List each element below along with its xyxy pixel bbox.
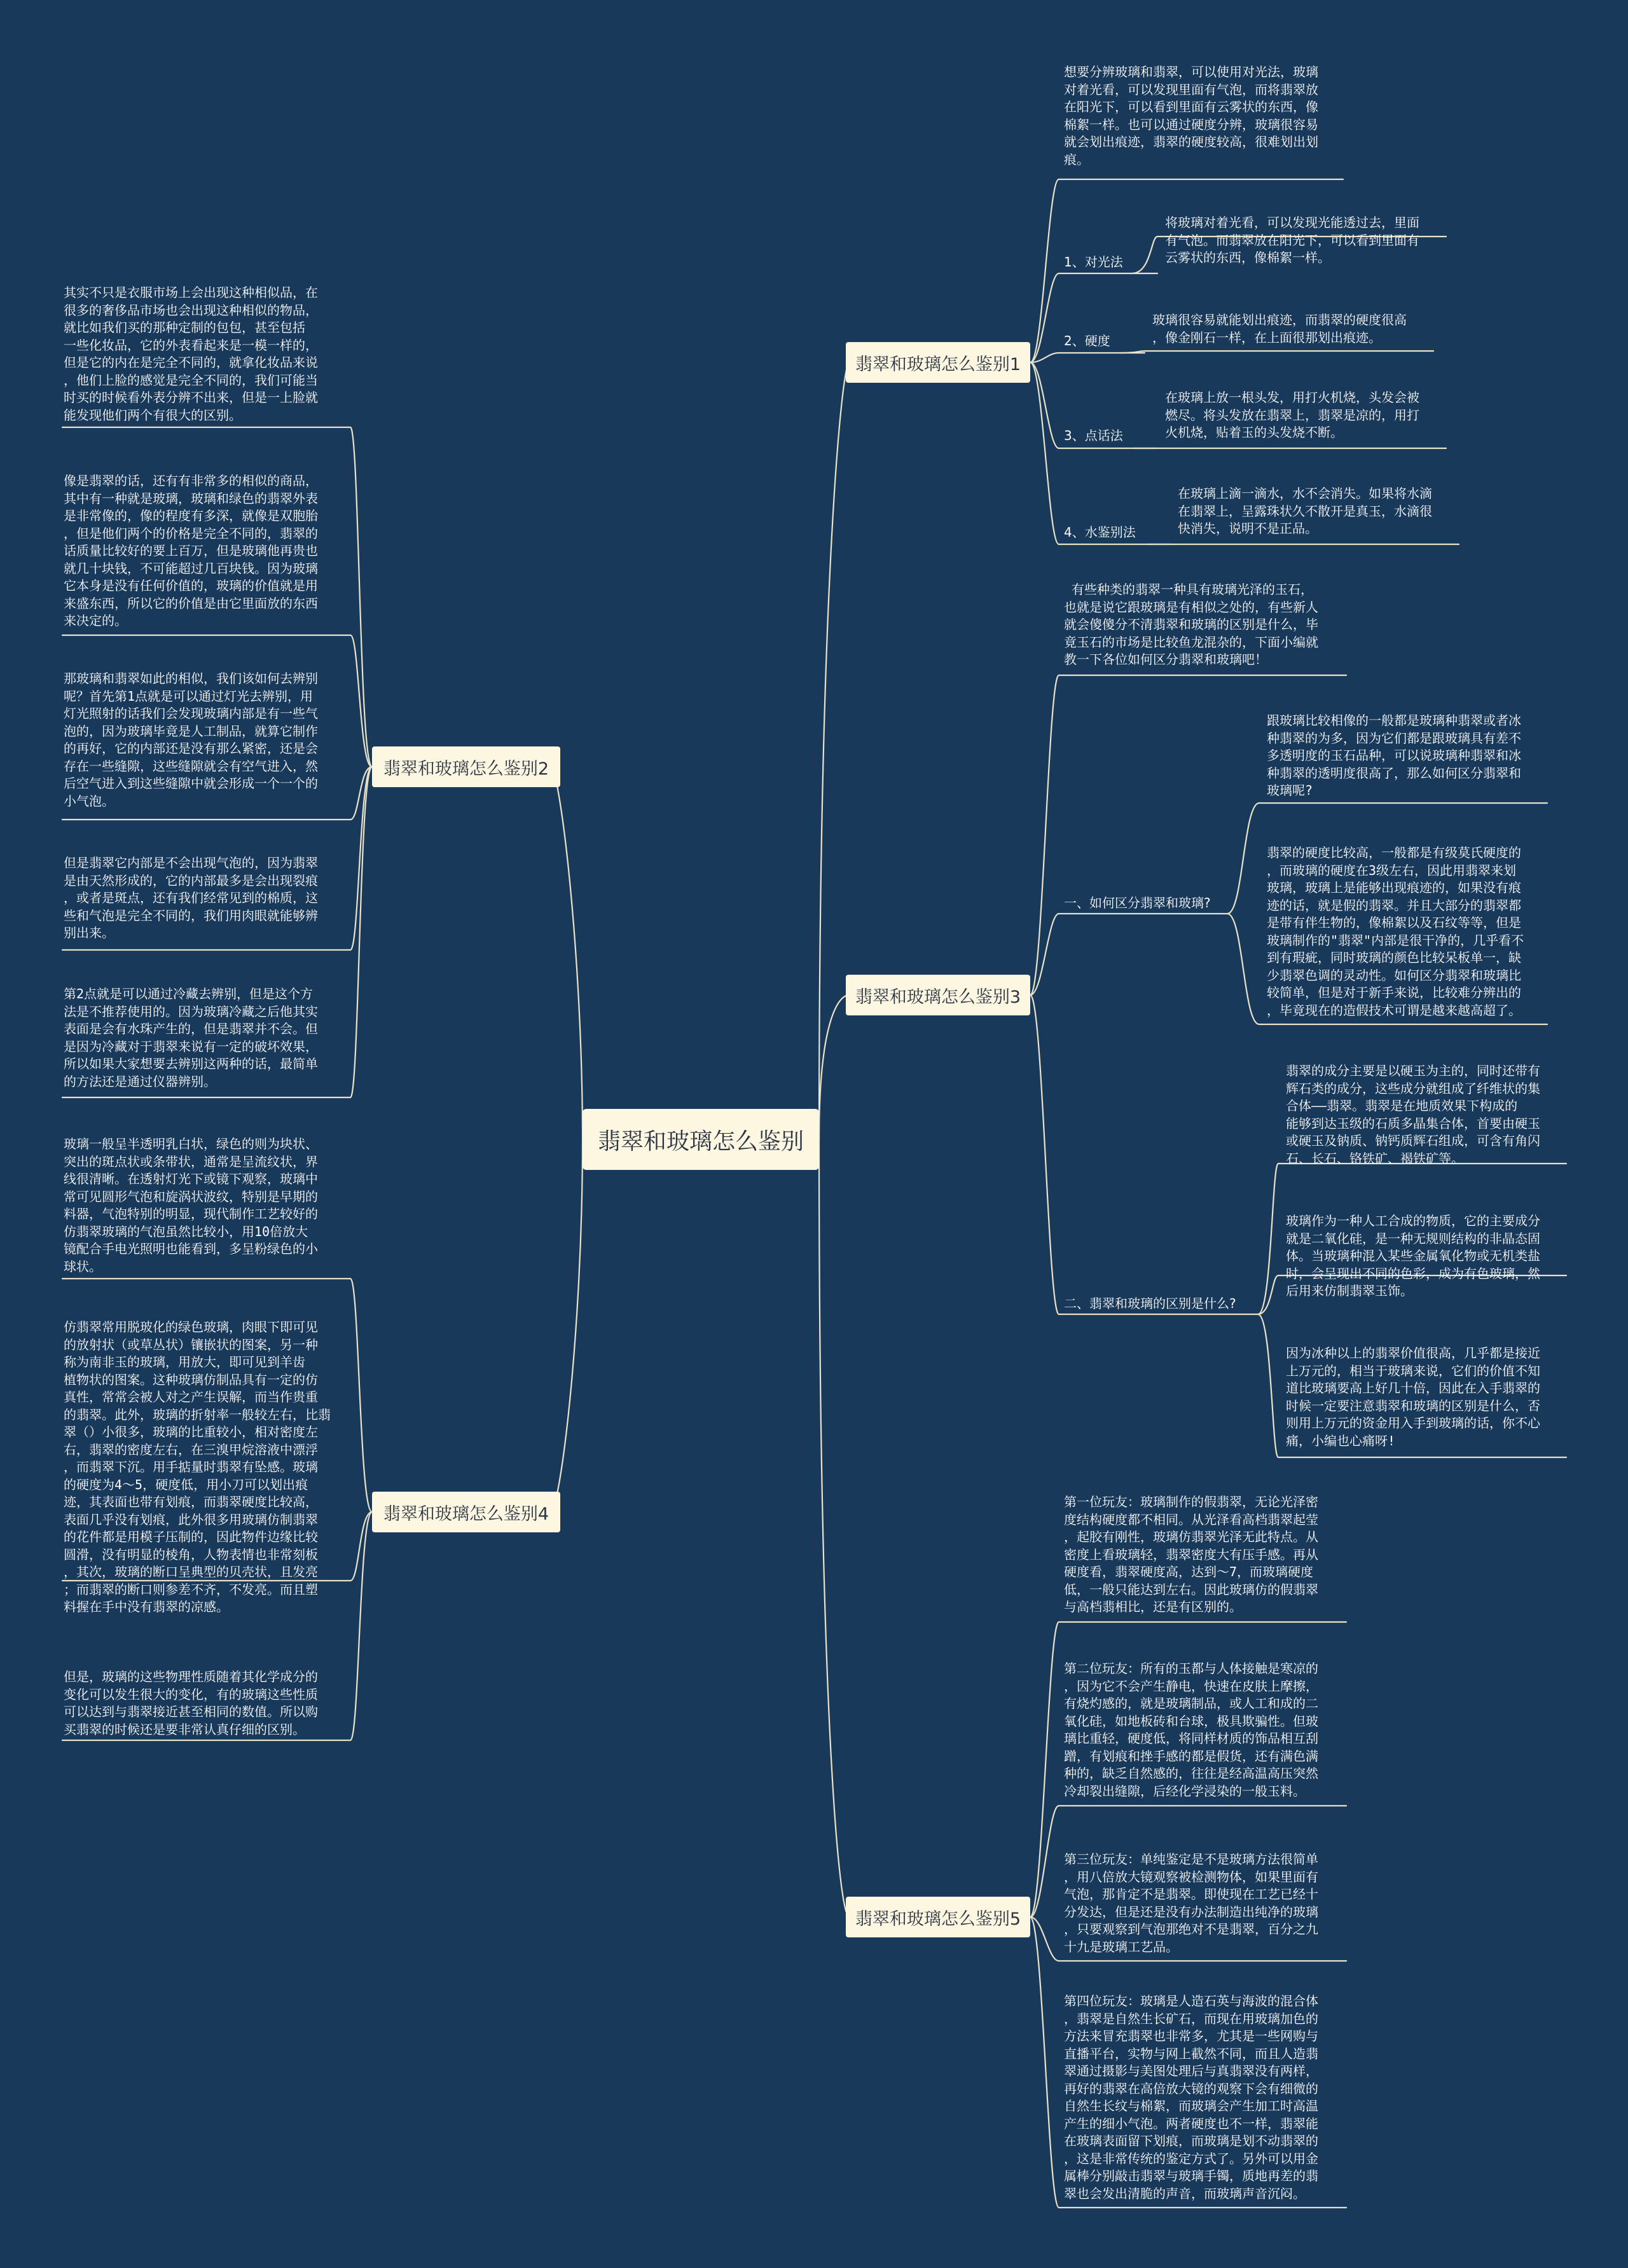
b1-sub2-text: 玻璃很容易就能划出痕迹，而翡翠的硬度很高 ，像金刚石一样，在上面很那划出痕迹。 [1152,312,1407,345]
b3-sub1-text-1: 跟玻璃比较相像的一般都是玻璃种翡翠或者冰 种翡翠的为多，因为它们都是跟玻璃具有差不 多透明度的玉石品种，可以说玻璃种翡翠和冰 种翡翠的透明度很高了，那么如何区分翡翠和 玻璃呢? [1267,713,1521,798]
b1-sub4-text: 在玻璃上滴一滴水，水不会消失。如果将水滴 在翡翠上，呈露珠状久不散开是真玉，水滴很 快消失，说明不是正品。 [1178,486,1432,536]
branch-node-1[interactable] [846,342,1030,383]
b3-intro-text: 有些种类的翡翠一种具有玻璃光泽的玉石， 也就是说它跟玻璃是有相似之处的，有些新人 就会傻傻分不清翡翠和玻璃的区别是什么，毕 竟玉石的市场是比较鱼龙混杂的，下面小编就 教一下各位如何区分翡翠和玻璃吧！ [1064,582,1318,667]
branch-2-title: 翡翠和玻璃怎么鉴别2 [383,759,549,779]
center-node[interactable] [583,1109,819,1170]
b3-sub-label-1[interactable]: 一、如何区分翡翠和玻璃? [1064,895,1211,911]
b4-leaf-3: 但是，玻璃的这些物理性质随着其化学成分的 变化可以发生很大的变化，有的玻璃这些性质 可以达到与翡翠接近甚至相同的数值。所以购 买翡翠的时候还是要非常认真仔细的区别。 [64,1669,318,1737]
b5-leaf-2: 第二位玩友：所有的玉都与人体接触是寒凉的 ，因为它不会产生静电，快速在皮肤上摩擦， 有烧灼感的，就是玻璃制品，或人工和成的二 氧化硅，如地板砖和台球，极具欺骗性。但玻 璃比重轻，硬度低，将同样材质的饰品相互刮 蹭，有划痕和挫手感的都是假货，还有满色满 种的，缺乏自然感的，往往是经高温高压突然 冷却裂出缝隙，后经化学浸染的一般玉料。 [1064,1661,1318,1799]
b1-sub-label-3[interactable]: 3、点话法 [1064,428,1123,443]
link-center-b3 [819,995,849,1139]
b2-leaf-2: 像是翡翠的话，还有有非常多的相似的商品， 其中有一种就是玻璃，玻璃和绿色的翡翠外表 是非常像的，像的程度有多深，就像是双胞胎 ，但是他们两个的价格是完全不同的，翡翠的 话质量比较好的要上百万，但是玻璃他再贵也 就几十块钱，不可能超过几百块钱。因为玻璃 它本身是没有任何价值的，玻璃的价值就是用 来盛东西，所以它的价值是由它里面放的东西 来决定的。 [64,473,318,628]
branch-3-title: 翡翠和玻璃怎么鉴别3 [855,987,1021,1007]
branch-node-3[interactable] [846,975,1030,1015]
b5-leaf-1: 第一位玩友：玻璃制作的假翡翠，无论光泽密 度结构硬度都不相同。从光泽看高档翡翠起莹 ，起胶有刚性，玻璃仿翡翠光泽无此特点。从 密度上看玻璃轻，翡翠密度大有压手感。再从 硬度看，翡翠硬度高，达到～7，而玻璃硬度 低，一般只能达到左右。因此玻璃仿的假翡翠 与高档翡相比，还是有区别的。 [1064,1494,1318,1614]
center-title: 翡翠和玻璃怎么鉴别 [597,1128,804,1155]
b3-sub2-text-1: 翡翠的成分主要是以硬玉为主的，同时还带有 辉石类的成分，这些成分就组成了纤维状的集 合体——翡翠。翡翠是在地质效果下构成的 能够到达玉级的石质多晶集合体，首要由硬玉 或硬玉及钠质、钠钙质辉石组成，可含有角闪 石、长石、铬铁矿、褐铁矿等。 [1286,1063,1540,1166]
link-center-b4 [551,1139,583,1512]
b3-sub2-text-2: 玻璃作为一种人工合成的物质，它的主要成分 就是二氧化硅，是一种无规则结构的非晶态固 体。当玻璃种混入某些金属氧化物或无机类盐 时，会呈现出不同的色彩，成为有色玻璃，然 后用来仿制翡翠玉饰。 [1286,1213,1540,1298]
link-center-b5 [819,1139,849,1917]
b2-leaf-5: 第2点就是可以通过冷藏去辨别，但是这个方 法是不推荐使用的。因为玻璃冷藏之后他其实 表面是会有水珠产生的，但是翡翠并不会。但 是因为冷藏对于翡翠来说有一定的破坏效果， 所以如果大家想要去辨别这两种的话，最简单 的方法还是通过仪器辨别。 [64,986,318,1089]
b2-leaf-1: 其实不只是衣服市场上会出现这种相似品，在 很多的奢侈品市场也会出现这种相似的物品， 就比如我们买的那种定制的包包，甚至包括 一些化妆品，它的外表看起来是一模一样的， 但是它的内在是完全不同的，就拿化妆品来说 ，他们上脸的感觉是完全不同的，我们可能当 时买的时候看外表分辨不出来，但是一上脸就 能发现他们两个有很大的区别。 [64,285,318,423]
link-center-b2 [551,767,583,1139]
link-center-b1 [819,362,849,1139]
b1-sub-label-1[interactable]: 1、对光法 [1064,254,1123,270]
branch-1-title: 翡翠和玻璃怎么鉴别1 [855,354,1021,375]
b2-leaf-3: 那玻璃和翡翠如此的相似，我们该如何去辨别 呢？首先第1点就是可以通过灯光去辨别，用 灯光照射的话我们会发现玻璃内部是有一些气 泡的，因为玻璃毕竟是人工制品，就算它制作 的再好，它的内部还是没有那么紧密，还是会 存在一些缝隙，这些缝隙就会有空气进入，然 后空气进入到这些缝隙中就会形成一个一个的 小气泡。 [64,671,318,809]
branch-node-5[interactable] [846,1897,1030,1937]
b5-leaf-3: 第三位玩友：单纯鉴定是不是玻璃方法很简单 ，用八倍放大镜观察被检测物体，如果里面有 气泡，那肯定不是翡翠。即使现在工艺已经十 分发达，但是还是没有办法制造出纯净的玻璃 ，只要观察到气泡那绝对不是翡翠，百分之九 十九是玻璃工艺品。 [1064,1852,1318,1955]
b2-leaf-4: 但是翡翠它内部是不会出现气泡的，因为翡翠 是由天然形成的，它的内部最多是会出现裂痕 ，或者是斑点，还有我们经常见到的棉质，这 些和气泡是完全不同的，我们用肉眼就能够辨 别出来。 [64,855,318,940]
b4-leaf-1: 玻璃一般呈半透明乳白状，绿色的则为块状、 突出的斑点状或条带状，通常是呈流纹状，界 线很清晰。在透射灯光下或镜下观察，玻璃中 常可见圆形气泡和旋涡状波纹，特别是早期的 料器，气泡特别的明显，现代制作工艺较好的 仿翡翠玻璃的气泡虽然比较小，用10倍放大 镜配合手电光照明也能看到，多呈粉绿色的小 球状。 [64,1136,318,1274]
b1-intro-text: 想要分辨玻璃和翡翠，可以使用对光法，玻璃 对着光看，可以发现里面有气泡，而将翡翠放 在阳光下，可以看到里面有云雾状的东西，像 棉絮一样。也可以通过硬度分辨，玻璃很容易 就会划出痕迹，翡翠的硬度较高，很难划出划 痕。 [1064,64,1318,167]
b5-leaf-4: 第四位玩友：玻璃是人造石英与海波的混合体 ，翡翠是自然生长矿石，而现在用玻璃加色的 方法来冒充翡翠也非常多，尤其是一些网购与 直播平台，实物与网上截然不同，而且人造翡 翠通过摄影与美图处理后与真翡翠没有两样， 再好的翡翠在高倍放大镜的观察下会有细微的 自然生长纹与棉絮，而玻璃会产生加工时高温 产生的细小气泡。两者硬度也不一样，翡翠能 在玻璃表面留下划痕，而玻璃是划不动翡翠的 ，这是非常传统的鉴定方式了。另外可以用金 属棒分别敲击翡翠与玻璃手镯，质地再差的翡 翠也会发出清脆的声音，而玻璃声音沉闷。 [1064,1993,1318,2201]
b1-sub1-text: 将玻璃对着光看，可以发现光能透过去，里面 有气泡。而翡翠放在阳光下，可以看到里面有 云雾状的东西，像棉絮一样。 [1165,215,1419,265]
b3-sub-label-2[interactable]: 二、翡翠和玻璃的区别是什么? [1064,1296,1236,1311]
b1-sub-label-4[interactable]: 4、水鉴别法 [1064,525,1136,540]
b1-sub-label-2[interactable]: 2、硬度 [1064,333,1110,348]
b3-sub2-text-3: 因为冰种以上的翡翠价值很高，几乎都是接近 上万元的，相当于玻璃来说，它们的价值不知 道比玻璃要高上好几十倍，因此在入手翡翠的 时候一定要注意翡翠和玻璃的区别是什么，否 则用上万元的资金用入手到玻璃的话，你不心 痛，小编也心痛呀! [1286,1345,1540,1448]
branch-5-title: 翡翠和玻璃怎么鉴别5 [855,1909,1021,1929]
branch-node-4[interactable] [372,1492,560,1532]
b4-leaf-2: 仿翡翠常用脱玻化的绿色玻璃，肉眼下即可见 的放射状（或草丛状）镶嵌状的图案，另一种 称为南非玉的玻璃，用放大，即可见到羊齿 植物状的图案。这种玻璃仿制品具有一定的仿 真性，常常会被人对之产生误解，而当作贵重 的翡翠。此外，玻璃的折射率一般较左右，比翡 翠（）小很多，玻璃的比重较小，相对密度左 右，翡翠的密度左右，在三溴甲烷溶液中漂浮 ，而翡翠下沉。用手掂量时翡翠有坠感。玻璃 的硬度为4～5，硬度低，用小刀可以划出痕 迹，其表面也带有划痕，而翡翠硬度比较高， 表面几乎没有划痕，此外很多用玻璃仿制翡翠 的花件都是用模子压制的，因此物件边缘比较 圆滑，没有明显的棱角，人物表情也非常刻板 ，其次，玻璃的断口呈典型的贝壳状，且发亮 ；而翡翠的断口则参差不齐，不发亮。而且塑 料握在手中没有翡翠的凉感。 [64,1319,331,1614]
b3-sub1-text-2: 翡翠的硬度比较高，一般都是有级莫氏硬度的 ，而玻璃的硬度在3级左右，因此用翡翠来划 玻璃，玻璃上是能够出现痕迹的，如果没有痕 迹的话，就是假的翡翠。并且大部分的翡翠都 是带有伴生物的，像棉絮以及石纹等等，但是 玻璃制作的"翡翠"内部是很干净的，几乎看不 到有瑕疵，同时玻璃的颜色比较呆板单一，缺 少翡翠色调的灵动性。如何区分翡翠和玻璃比 较简单，但是对于新手来说，比较难分辨出的 ，毕竟现在的造假技术可谓是越来越高超了。 [1267,845,1524,1018]
branch-node-2[interactable] [372,746,560,787]
b1-sub3-text: 在玻璃上放一根头发，用打火机烧，头发会被 燃尽。将头发放在翡翠上，翡翠是凉的，用打 火机烧，贴着玉的头发烧不断。 [1165,390,1419,440]
branch-4-title: 翡翠和玻璃怎么鉴别4 [383,1504,549,1524]
